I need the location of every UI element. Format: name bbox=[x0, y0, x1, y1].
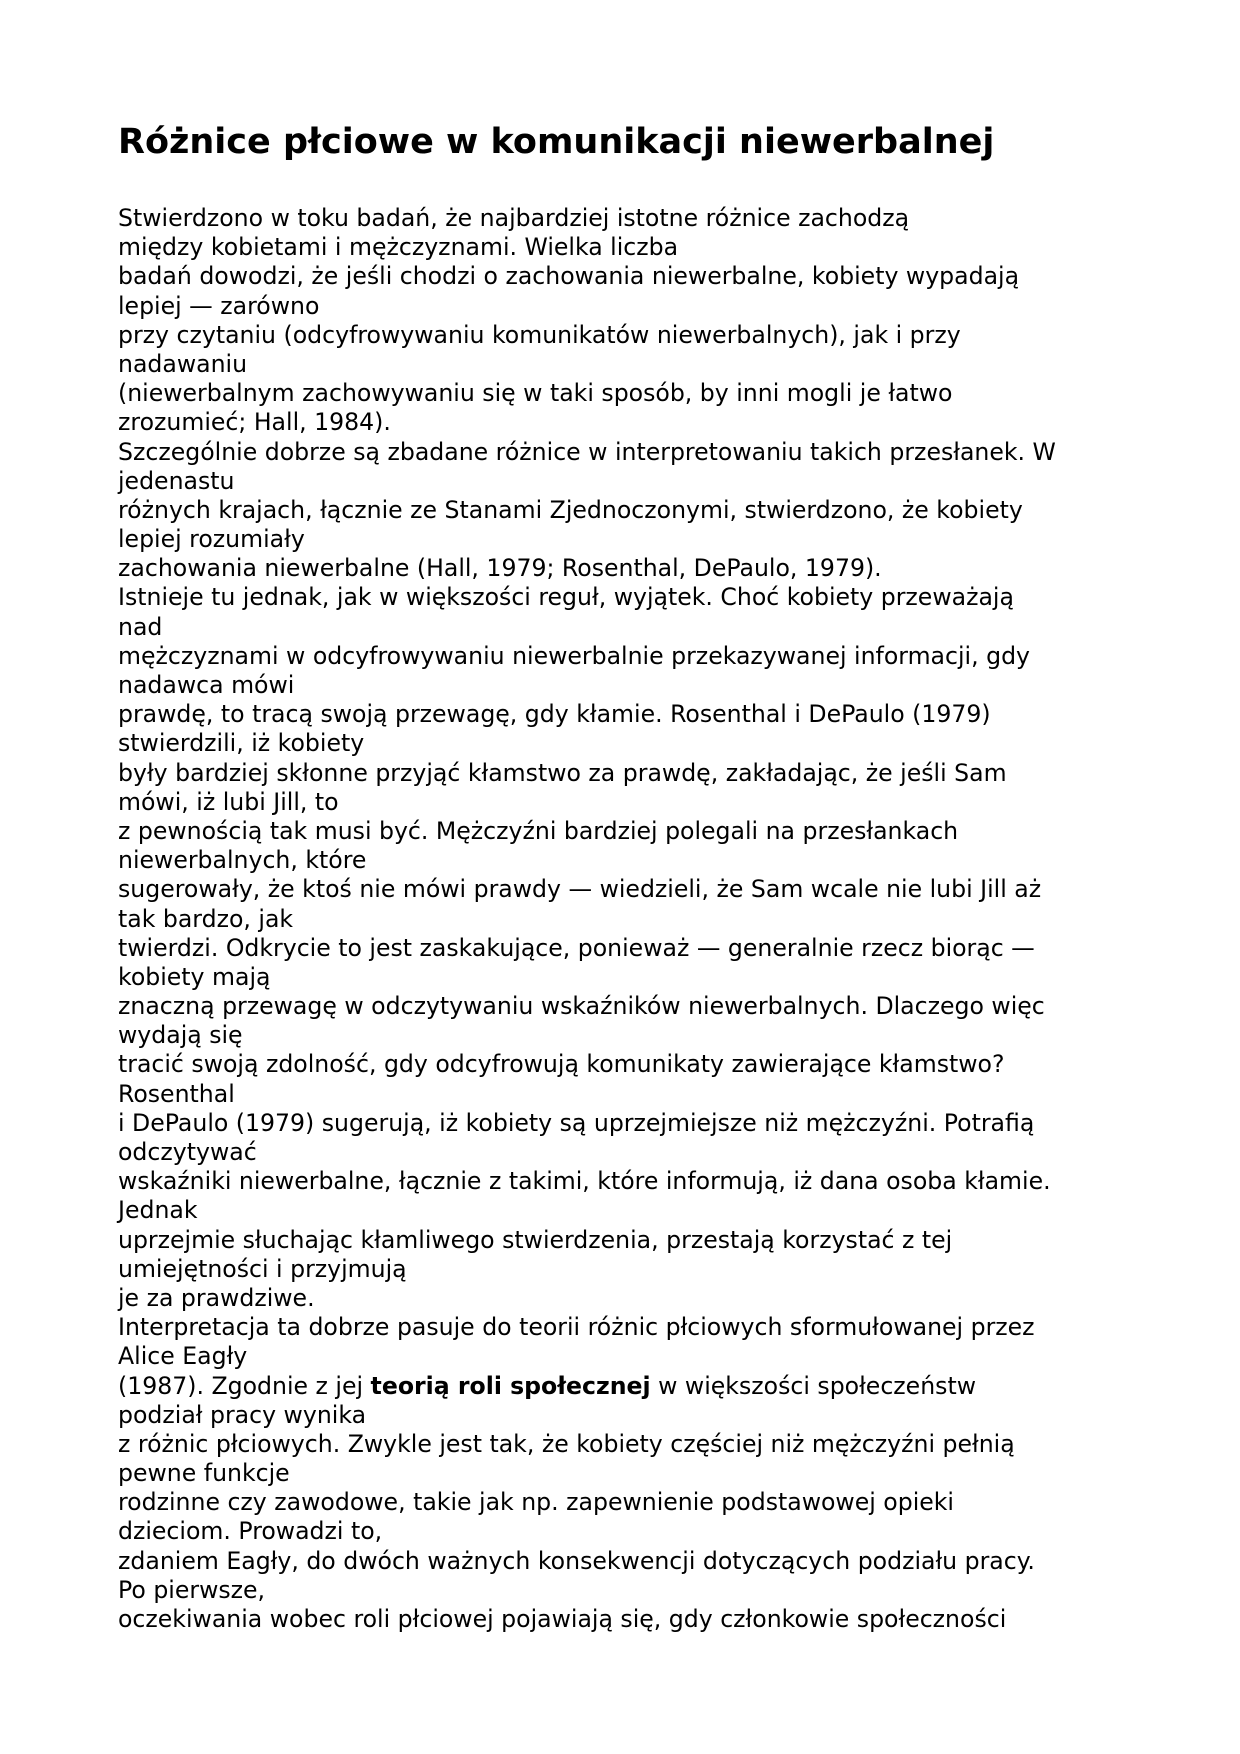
text-line: nad bbox=[118, 612, 163, 641]
text-line: Po pierwsze, bbox=[118, 1575, 266, 1604]
text-line: umiejętności i przyjmują bbox=[118, 1254, 407, 1283]
text-line: między kobietami i mężczyznami. Wielka liczba bbox=[118, 233, 679, 262]
text-line: Interpretacja ta dobrze pasuje do teorii różnic płciowych sformułowanej przez bbox=[118, 1313, 1035, 1342]
document-body bbox=[118, 204, 1056, 1634]
bold-term: teorią roli społecznej bbox=[370, 1371, 651, 1400]
text-line: wydają się bbox=[118, 1021, 243, 1050]
text-line: Alice Eagły bbox=[118, 1342, 248, 1371]
text-line: znaczną przewagę w odczytywaniu wskaźników niewerbalnych. Dlaczego więc bbox=[118, 992, 1045, 1021]
text-line: jedenastu bbox=[118, 466, 235, 495]
text-line: były bardziej skłonne przyjąć kłamstwo za prawdę, zakładając, że jeśli Sam bbox=[118, 758, 1007, 787]
text-segment: (1987). Zgodnie z jej bbox=[118, 1371, 371, 1400]
text-line: zrozumieć; Hall, 1984). bbox=[118, 408, 391, 437]
text-line: Rosenthal bbox=[118, 1079, 235, 1108]
document-page bbox=[118, 0, 1128, 1754]
text-line: tak bardzo, jak bbox=[118, 904, 294, 933]
text-line: sugerowały, że ktoś nie mówi prawdy — wiedzieli, że Sam wcale nie lubi Jill aż bbox=[118, 875, 1042, 904]
text-line: mówi, iż lubi Jill, to bbox=[118, 787, 339, 816]
text-line bbox=[118, 1372, 1056, 1401]
text-line: oczekiwania wobec roli płciowej pojawiają się, gdy członkowie społeczności bbox=[118, 1605, 1007, 1633]
document-title: Różnice płciowe w komunikacji niewerbalnej bbox=[118, 122, 995, 162]
text-line: dzieciom. Prowadzi to, bbox=[118, 1517, 383, 1546]
text-line: i DePaulo (1979) sugerują, iż kobiety są uprzejmiejsze niż mężczyźni. Potrafią bbox=[118, 1108, 1035, 1137]
text-line: tracić swoją zdolność, gdy odcyfrowują komunikaty zawierające kłamstwo? bbox=[118, 1050, 1005, 1079]
text-line: je za prawdziwe. bbox=[118, 1283, 315, 1312]
text-line: lepiej rozumiały bbox=[118, 525, 305, 554]
text-line: lepiej — zarówno bbox=[118, 291, 320, 320]
text-line: Stwierdzono w toku badań, że najbardziej istotne różnice zachodzą bbox=[118, 204, 910, 232]
text-line: z pewnością tak musi być. Mężczyźni bardziej polegali na przesłankach bbox=[118, 816, 959, 845]
text-line: przy czytaniu (odcyfrowywaniu komunikatów niewerbalnych), jak i przy bbox=[118, 320, 961, 349]
text-line: odczytywać bbox=[118, 1138, 257, 1166]
text-line: uprzejmie słuchając kłamliwego stwierdzenia, przestają korzystać z tej bbox=[118, 1225, 953, 1254]
text-line: Szczególnie dobrze są zbadane różnice w interpretowaniu takich przesłanek. W bbox=[118, 437, 1056, 466]
text-line: różnych krajach, łącznie ze Stanami Zjednoczonymi, stwierdzono, że kobiety bbox=[118, 495, 1023, 524]
text-segment: w większości społeczeństw bbox=[650, 1371, 976, 1400]
text-line: wskaźniki niewerbalne, łącznie z takimi, które informują, iż dana osoba kłamie. bbox=[118, 1167, 1051, 1196]
text-line: rodzinne czy zawodowe, takie jak np. zapewnienie podstawowej opieki bbox=[118, 1488, 954, 1517]
text-line: (niewerbalnym zachowywaniu się w taki sposób, by inni mogli je łatwo bbox=[118, 379, 953, 408]
text-line: stwierdzili, iż kobiety bbox=[118, 729, 365, 758]
text-line: nadawca mówi bbox=[118, 671, 295, 699]
text-line: Istnieje tu jednak, jak w większości reguł, wyjątek. Choć kobiety przeważają bbox=[118, 583, 1014, 612]
text-line: twierdzi. Odkrycie to jest zaskakujące, ponieważ — generalnie rzecz biorąc — bbox=[118, 933, 1035, 962]
text-line: podział pracy wynika bbox=[118, 1400, 367, 1429]
text-line: badań dowodzi, że jeśli chodzi o zachowania niewerbalne, kobiety wypadają bbox=[118, 262, 1020, 291]
text-line: zdaniem Eagły, do dwóch ważnych konsekwencji dotyczących podziału pracy. bbox=[118, 1546, 1035, 1575]
text-line: nadawaniu bbox=[118, 349, 248, 378]
text-line: Jednak bbox=[118, 1196, 198, 1225]
text-line: zachowania niewerbalne (Hall, 1979; Rosenthal, DePaulo, 1979). bbox=[118, 554, 882, 583]
text-line: mężczyznami w odcyfrowywaniu niewerbalnie przekazywanej informacji, gdy bbox=[118, 641, 1031, 670]
text-line: pewne funkcje bbox=[118, 1459, 290, 1488]
text-line: z różnic płciowych. Zwykle jest tak, że kobiety częściej niż mężczyźni pełnią bbox=[118, 1429, 1015, 1458]
text-line: kobiety mają bbox=[118, 962, 271, 991]
text-line: prawdę, to tracą swoją przewagę, gdy kłamie. Rosenthal i DePaulo (1979) bbox=[118, 700, 991, 729]
text-line: niewerbalnych, które bbox=[118, 846, 367, 875]
